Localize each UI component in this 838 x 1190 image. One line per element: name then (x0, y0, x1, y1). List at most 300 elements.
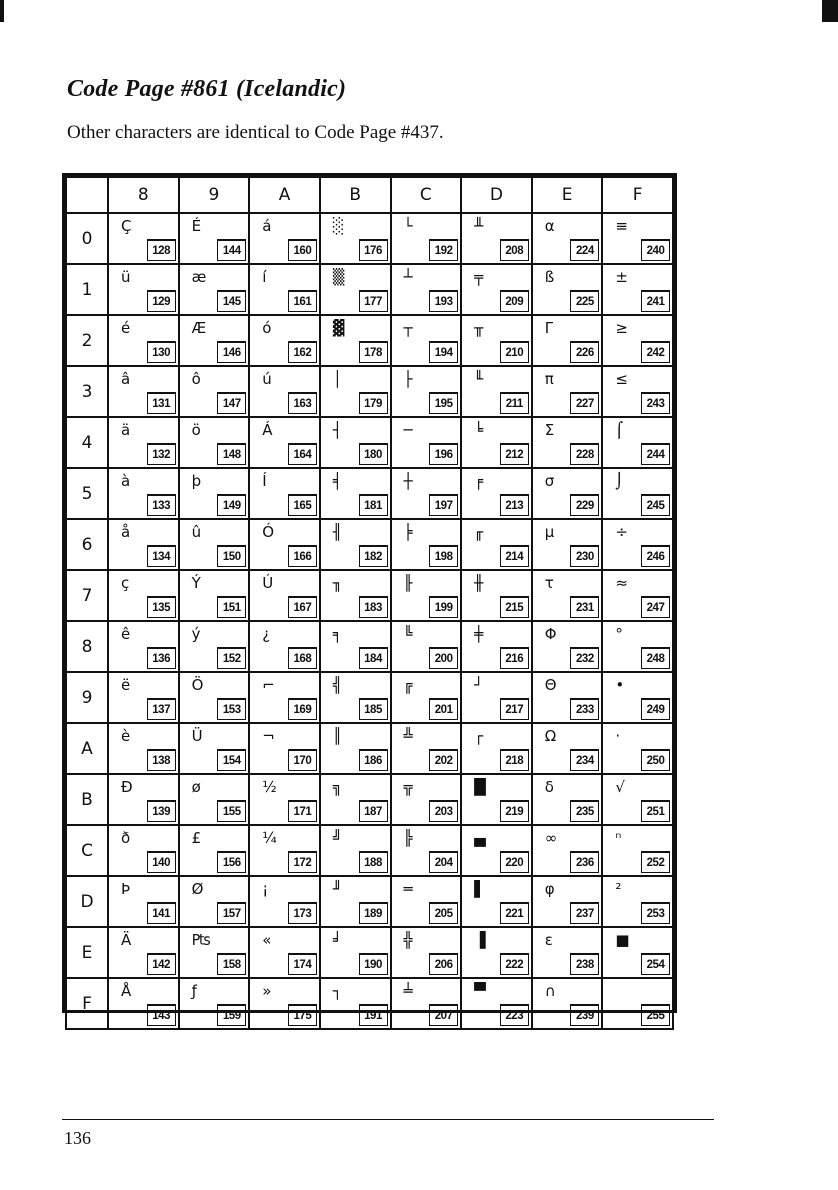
character-glyph: ⌐ (262, 676, 275, 694)
character-cell (108, 417, 179, 468)
decimal-code-box: 166 (288, 545, 317, 567)
decimal-code-box: 196 (429, 443, 458, 465)
decimal-code-box: 204 (429, 851, 458, 873)
character-glyph: ÷ (615, 523, 628, 541)
character-glyph: ╠ (403, 829, 413, 847)
decimal-code-box: 231 (570, 596, 599, 618)
decimal-code-box: 174 (288, 953, 317, 975)
character-cell (602, 315, 673, 366)
table-row (66, 774, 673, 825)
decimal-code-box: 213 (500, 494, 529, 516)
row-header: 1 (66, 264, 108, 315)
character-glyph: ╚ (403, 625, 413, 643)
character-cell (532, 774, 603, 825)
decimal-code-box: 139 (147, 800, 176, 822)
character-glyph: ╢ (332, 523, 342, 541)
character-glyph: ¼ (262, 829, 277, 847)
table-row (66, 468, 673, 519)
table-row (66, 417, 673, 468)
character-glyph: ▌ (474, 880, 486, 898)
character-glyph: ∞ (544, 829, 558, 847)
character-cell (320, 417, 391, 468)
character-glyph: ¿ (262, 625, 271, 643)
character-glyph: ý (191, 625, 201, 643)
character-cell (461, 825, 532, 876)
decimal-code-box: 225 (570, 290, 599, 312)
character-cell (249, 570, 320, 621)
decimal-code-box: 185 (359, 698, 388, 720)
character-glyph: ⌡ (615, 472, 624, 490)
character-cell (532, 978, 603, 1029)
character-glyph: █ (474, 778, 486, 796)
decimal-code-box: 218 (500, 749, 529, 771)
character-glyph: ê (121, 625, 131, 643)
character-glyph: ╕ (332, 625, 342, 643)
character-cell (249, 825, 320, 876)
decimal-code-box: 249 (641, 698, 670, 720)
decimal-code-box: 210 (500, 341, 529, 363)
character-cell (532, 570, 603, 621)
decimal-code-box: 214 (500, 545, 529, 567)
character-cell (602, 672, 673, 723)
character-glyph: √ (615, 778, 625, 796)
row-header: 5 (66, 468, 108, 519)
character-glyph: ║ (332, 727, 342, 745)
decimal-code-box: 217 (500, 698, 529, 720)
table-row (66, 876, 673, 927)
character-glyph: ± (615, 268, 628, 286)
character-cell (249, 876, 320, 927)
character-glyph: Ü (191, 727, 203, 745)
character-cell (532, 213, 603, 264)
decimal-code-box: 164 (288, 443, 317, 465)
character-cell (602, 621, 673, 672)
character-cell (179, 366, 250, 417)
decimal-code-box: 187 (359, 800, 388, 822)
character-glyph: ╜ (332, 880, 342, 898)
character-cell (602, 519, 673, 570)
character-glyph: Þ (121, 880, 131, 898)
character-glyph: ╝ (332, 829, 342, 847)
decimal-code-box: 140 (147, 851, 176, 873)
character-cell (249, 264, 320, 315)
character-glyph: Γ (544, 319, 554, 337)
character-glyph: ≥ (615, 319, 628, 337)
character-glyph: è (121, 727, 131, 745)
character-cell (320, 774, 391, 825)
character-cell (461, 774, 532, 825)
decimal-code-box: 221 (500, 902, 529, 924)
decimal-code-box: 175 (288, 1004, 317, 1026)
page-title: Code Page #861 (Icelandic) (67, 76, 347, 102)
character-cell (320, 519, 391, 570)
decimal-code-box: 236 (570, 851, 599, 873)
decimal-code-box: 156 (217, 851, 246, 873)
character-glyph: ƒ (191, 982, 197, 1000)
table-row (66, 672, 673, 723)
column-header: D (461, 177, 532, 213)
table-row (66, 570, 673, 621)
character-glyph: ¡ (262, 880, 269, 898)
decimal-code-box: 241 (641, 290, 670, 312)
character-cell (532, 825, 603, 876)
decimal-code-box: 230 (570, 545, 599, 567)
character-cell (532, 621, 603, 672)
decimal-code-box: 150 (217, 545, 246, 567)
character-glyph: ╩ (403, 727, 413, 745)
decimal-code-box: 162 (288, 341, 317, 363)
character-glyph: » (262, 982, 272, 1000)
character-glyph: Ó (262, 523, 275, 541)
corner-cell (66, 177, 108, 213)
column-header: 8 (108, 177, 179, 213)
decimal-code-box: 198 (429, 545, 458, 567)
character-cell (249, 978, 320, 1029)
decimal-code-box: 246 (641, 545, 670, 567)
character-cell (249, 621, 320, 672)
row-header: 8 (66, 621, 108, 672)
character-glyph: ⌠ (615, 421, 624, 439)
decimal-code-box: 147 (217, 392, 246, 414)
character-cell (391, 825, 462, 876)
decimal-code-box: 157 (217, 902, 246, 924)
character-cell (532, 315, 603, 366)
decimal-code-box: 158 (217, 953, 246, 975)
character-cell (179, 978, 250, 1029)
character-glyph: α (544, 217, 555, 235)
character-glyph: ╧ (403, 982, 413, 1000)
decimal-code-box: 138 (147, 749, 176, 771)
scan-edge-mark-left (0, 0, 4, 22)
character-glyph: ┤ (332, 421, 342, 439)
character-glyph: δ (544, 778, 554, 796)
scan-edge-mark-right (822, 0, 838, 22)
decimal-code-box: 232 (570, 647, 599, 669)
character-cell (461, 927, 532, 978)
decimal-code-box: 222 (500, 953, 529, 975)
decimal-code-box: 143 (147, 1004, 176, 1026)
column-header: E (532, 177, 603, 213)
character-glyph: ▓ (332, 319, 345, 337)
decimal-code-box: 141 (147, 902, 176, 924)
decimal-code-box: 211 (500, 392, 529, 414)
decimal-code-box: 201 (429, 698, 458, 720)
character-glyph: ╙ (474, 370, 484, 388)
decimal-code-box: 145 (217, 290, 246, 312)
decimal-code-box: 184 (359, 647, 388, 669)
character-cell (108, 672, 179, 723)
character-cell (532, 366, 603, 417)
character-glyph: • (615, 676, 625, 694)
decimal-code-box: 182 (359, 545, 388, 567)
character-cell (249, 213, 320, 264)
character-cell (391, 672, 462, 723)
character-glyph: ó (262, 319, 272, 337)
decimal-code-box: 179 (359, 392, 388, 414)
decimal-code-box: 142 (147, 953, 176, 975)
decimal-code-box: 216 (500, 647, 529, 669)
character-cell (179, 468, 250, 519)
character-cell (108, 876, 179, 927)
character-glyph: Æ (191, 319, 207, 337)
character-cell (602, 978, 673, 1029)
decimal-code-box: 226 (570, 341, 599, 363)
character-cell (532, 876, 603, 927)
character-glyph: ▒ (332, 268, 345, 286)
table-row (66, 315, 673, 366)
character-cell (320, 723, 391, 774)
character-glyph: ² (615, 880, 622, 898)
character-glyph: ß (544, 268, 555, 286)
decimal-code-box: 148 (217, 443, 246, 465)
decimal-code-box: 180 (359, 443, 388, 465)
character-glyph: σ (544, 472, 555, 490)
column-header: F (602, 177, 673, 213)
character-glyph: ╖ (332, 574, 342, 592)
decimal-code-box: 244 (641, 443, 670, 465)
character-cell (461, 417, 532, 468)
decimal-code-box: 170 (288, 749, 317, 771)
row-header: C (66, 825, 108, 876)
decimal-code-box: 153 (217, 698, 246, 720)
decimal-code-box: 215 (500, 596, 529, 618)
character-glyph: π (544, 370, 554, 388)
character-cell (602, 927, 673, 978)
character-cell (602, 876, 673, 927)
decimal-code-box: 190 (359, 953, 388, 975)
character-glyph: ╛ (332, 931, 342, 949)
decimal-code-box: 136 (147, 647, 176, 669)
row-header: 7 (66, 570, 108, 621)
character-cell (108, 927, 179, 978)
decimal-code-box: 135 (147, 596, 176, 618)
character-cell (461, 672, 532, 723)
character-cell (391, 213, 462, 264)
character-glyph: ≡ (615, 217, 628, 235)
character-cell (108, 825, 179, 876)
decimal-code-box: 173 (288, 902, 317, 924)
character-cell (179, 621, 250, 672)
character-cell (320, 468, 391, 519)
row-header: 9 (66, 672, 108, 723)
character-cell (249, 417, 320, 468)
character-glyph: ø (191, 778, 201, 796)
character-cell (320, 264, 391, 315)
decimal-code-box: 188 (359, 851, 388, 873)
character-glyph: ╡ (332, 472, 342, 490)
decimal-code-box: 242 (641, 341, 670, 363)
decimal-code-box: 206 (429, 953, 458, 975)
character-cell (179, 264, 250, 315)
character-cell (108, 621, 179, 672)
character-cell (391, 723, 462, 774)
character-glyph: ⁿ (615, 829, 622, 847)
decimal-code-box: 132 (147, 443, 176, 465)
decimal-code-box: 228 (570, 443, 599, 465)
decimal-code-box: 137 (147, 698, 176, 720)
character-cell (249, 672, 320, 723)
character-glyph: ═ (403, 880, 413, 898)
column-header: A (249, 177, 320, 213)
character-cell (602, 570, 673, 621)
decimal-code-box: 131 (147, 392, 176, 414)
character-glyph: ç (121, 574, 130, 592)
character-glyph: ╪ (474, 625, 484, 643)
character-cell (249, 927, 320, 978)
character-cell (179, 774, 250, 825)
character-glyph: â (121, 370, 131, 388)
character-glyph: ╥ (474, 319, 484, 337)
character-cell (179, 315, 250, 366)
character-glyph: ╦ (403, 778, 413, 796)
character-glyph: ╞ (403, 523, 413, 541)
table-row (66, 978, 673, 1029)
decimal-code-box: 219 (500, 800, 529, 822)
character-glyph: « (262, 931, 272, 949)
character-glyph: │ (332, 370, 342, 388)
character-cell (532, 723, 603, 774)
character-cell (391, 876, 462, 927)
decimal-code-box: 229 (570, 494, 599, 516)
decimal-code-box: 212 (500, 443, 529, 465)
decimal-code-box: 238 (570, 953, 599, 975)
decimal-code-box: 172 (288, 851, 317, 873)
character-cell (108, 723, 179, 774)
character-cell (108, 978, 179, 1029)
character-glyph: ╓ (474, 523, 484, 541)
character-cell (391, 570, 462, 621)
decimal-code-box: 130 (147, 341, 176, 363)
character-cell (461, 978, 532, 1029)
character-glyph: φ (544, 880, 555, 898)
character-glyph: ┘ (474, 676, 484, 694)
decimal-code-box: 183 (359, 596, 388, 618)
decimal-code-box: 250 (641, 749, 670, 771)
character-glyph: Θ (544, 676, 557, 694)
decimal-code-box: 247 (641, 596, 670, 618)
character-cell (461, 570, 532, 621)
character-cell (391, 621, 462, 672)
character-glyph: Ú (262, 574, 274, 592)
character-cell (249, 468, 320, 519)
decimal-code-box: 233 (570, 698, 599, 720)
character-glyph: Ö (191, 676, 204, 694)
character-glyph: ┌ (474, 727, 484, 745)
character-glyph: µ (544, 523, 555, 541)
character-cell (461, 723, 532, 774)
decimal-code-box: 207 (429, 1004, 458, 1026)
character-glyph: Í (262, 472, 267, 490)
decimal-code-box: 160 (288, 239, 317, 261)
character-cell (461, 366, 532, 417)
character-cell (320, 876, 391, 927)
character-glyph: æ (191, 268, 207, 286)
decimal-code-box: 200 (429, 647, 458, 669)
table-row (66, 366, 673, 417)
decimal-code-box: 240 (641, 239, 670, 261)
character-glyph: ┼ (403, 472, 413, 490)
decimal-code-box: 251 (641, 800, 670, 822)
decimal-code-box: 178 (359, 341, 388, 363)
decimal-code-box: 177 (359, 290, 388, 312)
character-glyph: ▀ (474, 982, 486, 1000)
decimal-code-box: 193 (429, 290, 458, 312)
character-cell (108, 213, 179, 264)
character-glyph: ╔ (403, 676, 413, 694)
decimal-code-box: 194 (429, 341, 458, 363)
decimal-code-box: 223 (500, 1004, 529, 1026)
character-cell (391, 417, 462, 468)
character-glyph: Ð (121, 778, 133, 796)
character-cell (249, 519, 320, 570)
character-glyph: ╨ (474, 217, 484, 235)
character-glyph: í (262, 268, 267, 286)
character-cell (179, 519, 250, 570)
character-cell (179, 927, 250, 978)
character-glyph: Ø (191, 880, 204, 898)
character-glyph: ╘ (474, 421, 484, 439)
row-header: D (66, 876, 108, 927)
character-cell (320, 825, 391, 876)
decimal-code-box: 169 (288, 698, 317, 720)
character-glyph: ┐ (332, 982, 342, 1000)
character-cell (108, 264, 179, 315)
footer-rule (62, 1119, 714, 1120)
row-header: 6 (66, 519, 108, 570)
character-glyph: þ (191, 472, 202, 490)
decimal-code-box: 208 (500, 239, 529, 261)
character-glyph: Á (262, 421, 273, 439)
decimal-code-box: 239 (570, 1004, 599, 1026)
character-cell (179, 723, 250, 774)
decimal-code-box: 254 (641, 953, 670, 975)
decimal-code-box: 181 (359, 494, 388, 516)
character-cell (320, 213, 391, 264)
decimal-code-box: 133 (147, 494, 176, 516)
character-cell (249, 366, 320, 417)
character-glyph: Ý (191, 574, 201, 592)
character-cell (391, 468, 462, 519)
character-cell (108, 315, 179, 366)
character-glyph: ╤ (474, 268, 484, 286)
character-glyph: £ (191, 829, 202, 847)
character-glyph: ╟ (403, 574, 413, 592)
character-cell (391, 978, 462, 1029)
character-cell (602, 213, 673, 264)
decimal-code-box: 253 (641, 902, 670, 924)
table-row (66, 519, 673, 570)
character-cell (249, 315, 320, 366)
table-row (66, 264, 673, 315)
character-cell (320, 927, 391, 978)
character-glyph: ≈ (615, 574, 628, 592)
character-glyph: ä (121, 421, 131, 439)
character-cell (602, 774, 673, 825)
character-glyph: Ω (544, 727, 557, 745)
character-glyph: └ (403, 217, 413, 235)
decimal-code-box: 167 (288, 596, 317, 618)
decimal-code-box: 152 (217, 647, 246, 669)
character-glyph: ╫ (474, 574, 484, 592)
character-cell (108, 570, 179, 621)
table-row (66, 213, 673, 264)
row-header: A (66, 723, 108, 774)
character-cell (320, 570, 391, 621)
character-glyph: ■ (615, 931, 630, 949)
character-glyph: ₧ (191, 931, 211, 949)
character-cell (602, 264, 673, 315)
character-glyph: ┬ (403, 319, 413, 337)
